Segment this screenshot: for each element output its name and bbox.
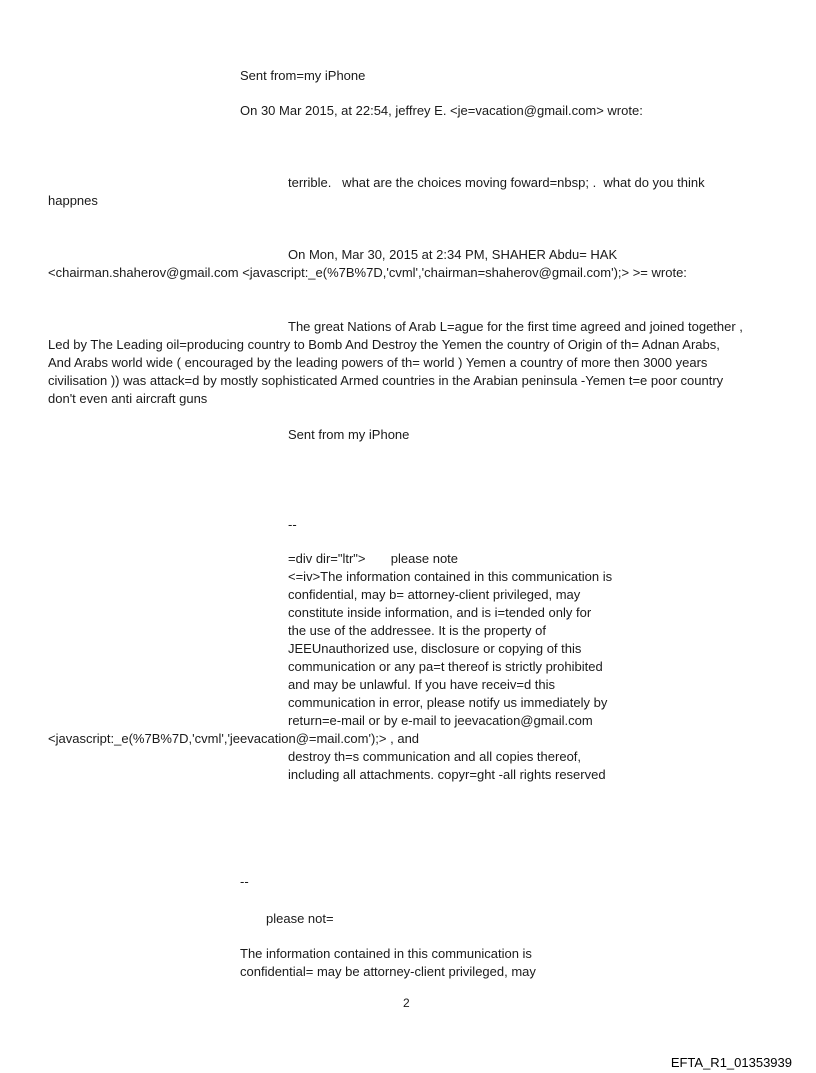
- document-footer-id: EFTA_R1_01353939: [670, 1055, 792, 1070]
- message-body-line: Led by The Leading oil=producing country to Bomb And Destroy the Yemen the country of Origin of th= Adnan Arabs,: [48, 337, 720, 352]
- disclaimer-line: communication in error, please notify us immediately by: [288, 695, 608, 710]
- disclaimer-line: =div dir="ltr"> please note: [288, 551, 459, 566]
- quoted-header-line: <chairman.shaherov@gmail.com <javascript:_e(%7B%7D,'cvml','chairman=shaherov@gmail.com');> >= wrote:: [48, 265, 687, 280]
- message-body-line: The great Nations of Arab L=ague for the first time agreed and joined together ,: [288, 319, 743, 334]
- message-body-line: And Arabs world wide ( encouraged by the leading powers of th= world ) Yemen a country of more then 3000 years: [48, 355, 708, 370]
- message-body-line: civilisation )) was attack=d by mostly sophisticated Armed countries in the Arabian peninsula -Yemen t=e poor country: [48, 373, 724, 388]
- sent-from-line: Sent from my iPhone: [288, 427, 410, 442]
- disclaimer-line: confidential= may be attorney-client privileged, may: [240, 964, 536, 979]
- disclaimer-line: <=iv>The information contained in this communication is: [288, 569, 613, 584]
- signature-separator: --: [288, 517, 297, 532]
- quoted-body-line: terrible. what are the choices moving foward=nbsp; . what do you think: [288, 175, 705, 190]
- disclaimer-line: destroy th=s communication and all copies thereof,: [288, 749, 582, 764]
- disclaimer-line: and may be unlawful. If you have receiv=d this: [288, 677, 556, 692]
- disclaimer-line: the use of the addressee. It is the property of: [288, 623, 546, 638]
- disclaimer-line: confidential, may b= attorney-client privileged, may: [288, 587, 581, 602]
- disclaimer-line: communication or any pa=t thereof is strictly prohibited: [288, 659, 603, 674]
- disclaimer-line: constitute inside information, and is i=tended only for: [288, 605, 592, 620]
- page-number: 2: [403, 996, 410, 1010]
- disclaimer-line: return=e-mail or by e-mail to jeevacation@gmail.com: [288, 713, 593, 728]
- disclaimer-line: <javascript:_e(%7B%7D,'cvml','jeevacation@=mail.com');> , and: [48, 731, 420, 746]
- message-body-line: don't even anti aircraft guns: [48, 391, 208, 406]
- disclaimer-line: please not=: [266, 911, 334, 926]
- sent-from-line: Sent from=my iPhone: [240, 68, 366, 83]
- quoted-header-line: On Mon, Mar 30, 2015 at 2:34 PM, SHAHER Abdu= HAK: [288, 247, 618, 262]
- disclaimer-line: including all attachments. copyr=ght -all rights reserved: [288, 767, 606, 782]
- quoted-body-line: happnes: [48, 193, 98, 208]
- reply-header-line: On 30 Mar 2015, at 22:54, jeffrey E. <je=vacation@gmail.com> wrote:: [240, 103, 643, 118]
- signature-separator: --: [240, 874, 249, 889]
- disclaimer-line: JEEUnauthorized use, disclosure or copying of this: [288, 641, 582, 656]
- disclaimer-line: The information contained in this communication is: [240, 946, 532, 961]
